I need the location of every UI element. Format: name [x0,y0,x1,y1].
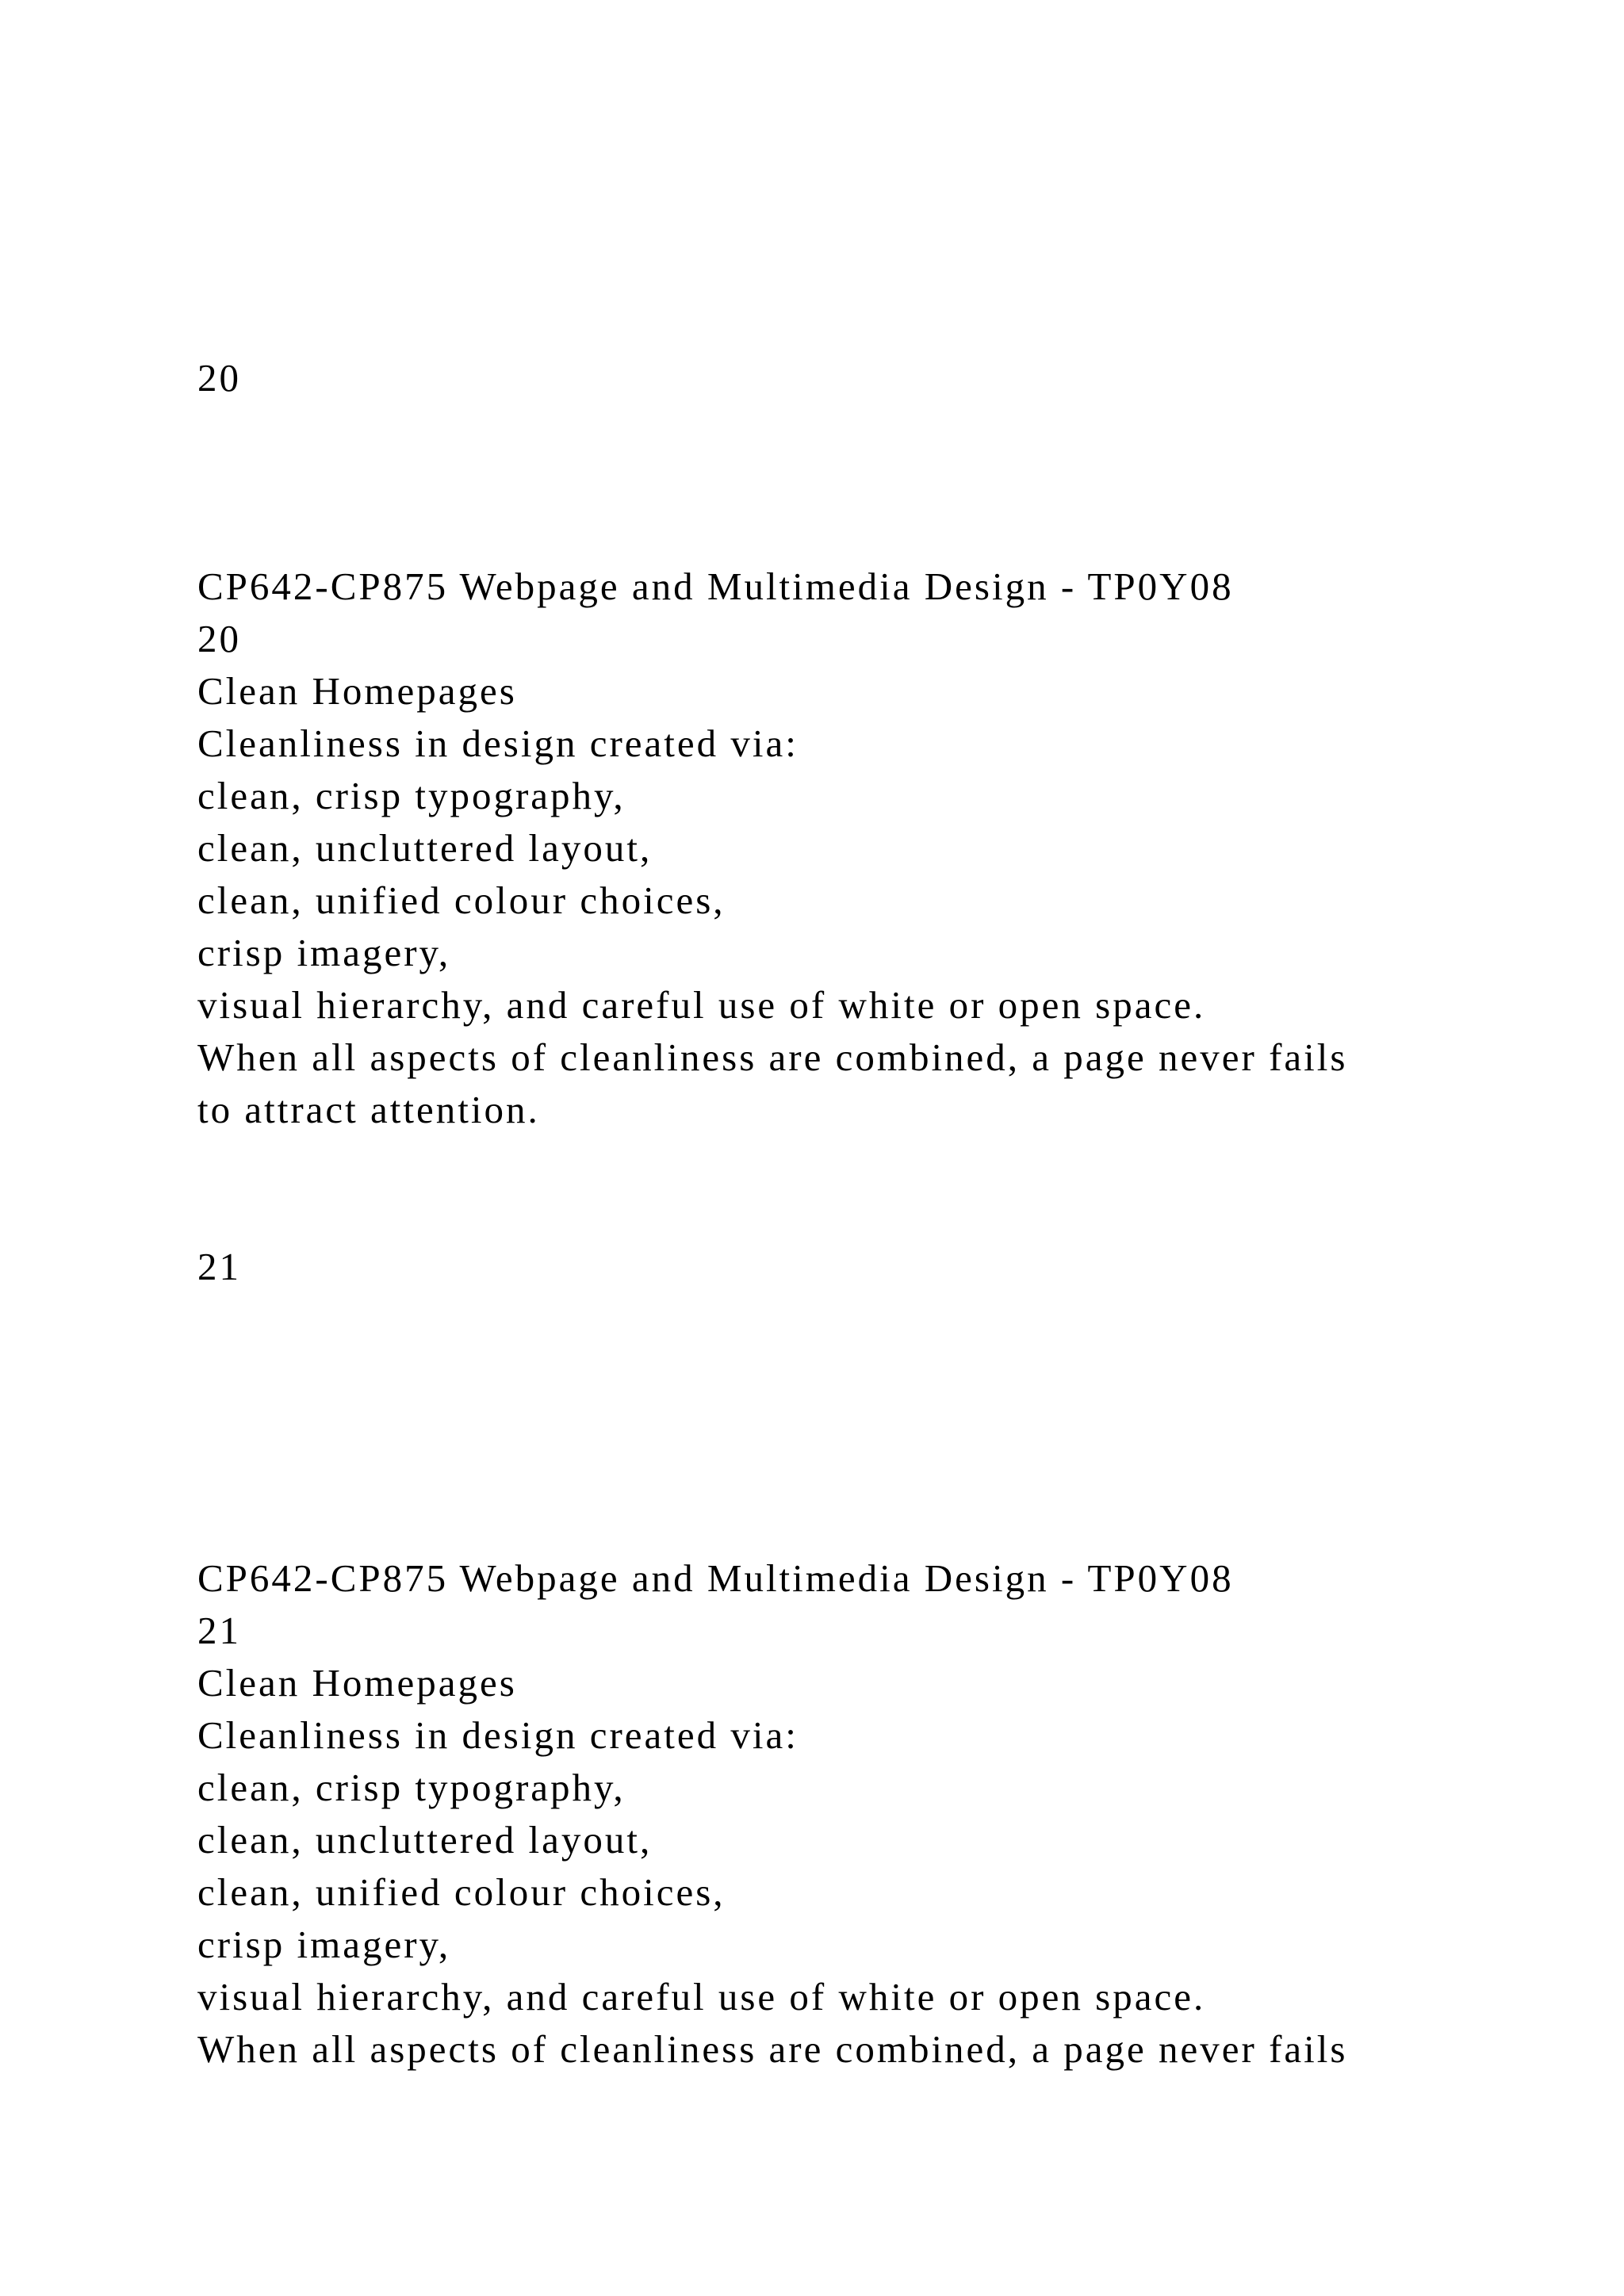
body-line: visual hierarchy, and careful use of white or open space. [197,1975,1206,2019]
body-line: Cleanliness in design created via: [197,1713,799,1757]
body-line: clean, unified colour choices, [197,1870,726,1914]
body-line: Cleanliness in design created via: [197,721,799,765]
slide-title: Clean Homepages [197,669,517,713]
body-line: When all aspects of cleanliness are combined, a page never fails [197,1035,1348,1079]
body-line: crisp imagery, [197,1923,451,1966]
body-line: clean, uncluttered layout, [197,826,653,870]
body-line: clean, crisp typography, [197,774,626,817]
page-number: 21 [197,1245,241,1288]
body-line: When all aspects of cleanliness are combined, a page never fails [197,2027,1348,2071]
body-line: crisp imagery, [197,931,451,974]
slide-title: Clean Homepages [197,1661,517,1705]
body-line: visual hierarchy, and careful use of white or open space. [197,983,1206,1027]
body-line: to attract attention. [197,1088,540,1131]
course-header: CP642-CP875 Webpage and Multimedia Design - TP0Y08 [197,564,1234,608]
body-line: clean, uncluttered layout, [197,1818,653,1862]
body-line: clean, crisp typography, [197,1766,626,1809]
slide-number: 20 [197,617,241,660]
slide-number: 21 [197,1609,241,1652]
page-number: 20 [197,356,241,400]
body-line: clean, unified colour choices, [197,878,726,922]
course-header: CP642-CP875 Webpage and Multimedia Design - TP0Y08 [197,1556,1234,1600]
